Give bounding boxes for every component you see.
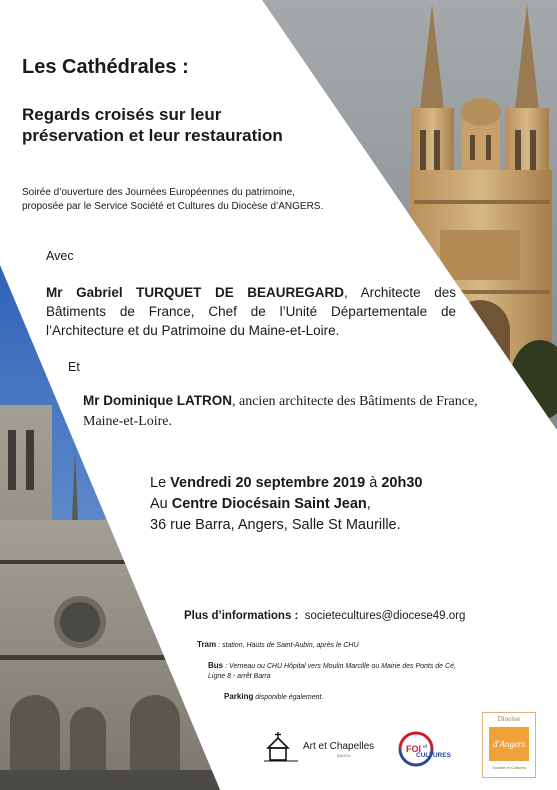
diocese-logo-bottom: Société et Cultures — [492, 765, 526, 770]
event-details — [150, 473, 422, 536]
speaker-2-name: Mr Dominique LATRON — [83, 393, 232, 408]
more-info-label: Plus d’informations : — [184, 610, 299, 622]
diocese-angers-logo — [482, 712, 536, 778]
event-date: Vendredi 20 septembre 2019 — [170, 475, 366, 491]
bus-text-2: Ligne 8 - arrêt Barra — [208, 673, 271, 680]
speaker-1-description: , Architecte des Bâtiments de France, Chef de l’Unité Départementale de l’Architecture et du Patrimoine du Maine-et-Loire. — [46, 285, 456, 338]
poster-subtitle — [22, 104, 283, 146]
event-au: Au — [150, 496, 172, 512]
tram-label: Tram — [197, 640, 217, 649]
event-time: 20h30 — [381, 475, 423, 491]
foi-text: FOI — [406, 744, 421, 754]
parking-info — [224, 692, 323, 701]
intro-text — [22, 186, 323, 214]
event-le: Le — [150, 475, 171, 491]
parking-text: disponible également. — [253, 694, 324, 701]
speaker-1-name: Mr Gabriel TURQUET DE BEAUREGARD — [46, 285, 345, 300]
cultures-text: CULTURES — [416, 752, 451, 759]
bus-label: Bus — [208, 661, 224, 670]
bus-info — [208, 661, 508, 682]
subtitle-line-1: Regards croisés sur leur — [22, 105, 222, 124]
event-a: à — [365, 475, 382, 491]
diocese-logo-name: d'Angers — [493, 739, 525, 749]
et-label: Et — [68, 360, 80, 374]
event-venue: Centre Diocésain Saint Jean — [171, 496, 367, 512]
bus-text: : Verneau ou CHU Hôpital vers Moulin Marcille ou Mairie des Ponts de Cé, — [223, 663, 456, 670]
diocese-logo-top: Diocèse — [497, 715, 521, 723]
foi-cultures-logo — [394, 727, 458, 771]
intro-line-2: proposée par le Service Société et Cultures du Diocèse d’ANGERS. — [22, 201, 324, 212]
subtitle-line-2: préservation et leur restauration — [22, 126, 283, 145]
chapel-icon — [262, 730, 302, 766]
speaker-2-description: , ancien architecte des Bâtiments de France, Maine-et-Loire. — [83, 394, 478, 429]
event-venue-comma: , — [366, 496, 371, 512]
event-address: 36 rue Barra, Angers, Salle St Maurille. — [150, 517, 401, 533]
tram-info — [197, 640, 359, 649]
speaker-2 — [83, 391, 487, 432]
poster-title: Les Cathédrales : — [22, 56, 189, 78]
contact-email[interactable]: societecultures@diocese49.org — [304, 610, 466, 622]
tram-text: : station, Hauts de Saint-Aubin, après le CHU — [216, 642, 359, 649]
speaker-1 — [46, 283, 456, 340]
art-chapelles-logo-sub: ANJOU — [337, 753, 351, 758]
avec-label: Avec — [46, 249, 74, 263]
foi-et-text: et — [423, 744, 428, 750]
art-chapelles-logo-text: Art et Chapelles — [303, 741, 375, 752]
more-info — [184, 610, 465, 622]
parking-label: Parking — [224, 692, 254, 701]
event-venue-line — [150, 494, 422, 515]
intro-line-1: Soirée d’ouverture des Journées Européennes du patrimoine, — [22, 187, 295, 198]
event-date-line — [150, 473, 422, 494]
